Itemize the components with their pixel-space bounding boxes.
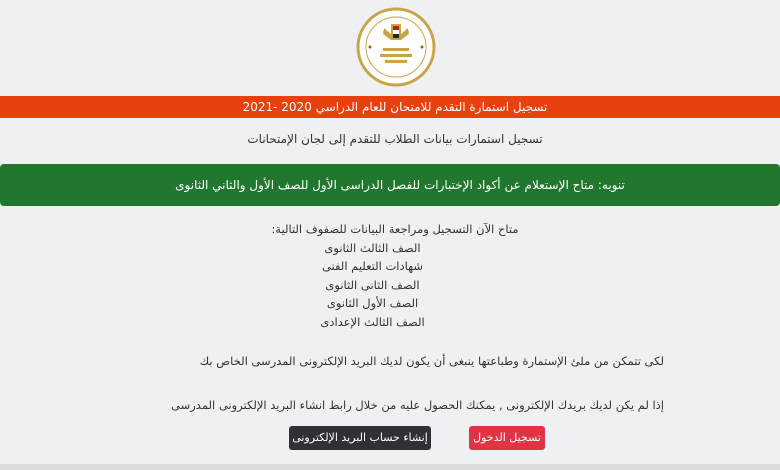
- email-requirement-note: لكى تتمكن من ملئ الإستمارة وطباعتها ينبغى أن يكون لديك البريد الإلكترونى المدرسى الخاص بك: [199, 354, 664, 368]
- page-subtitle: [0, 132, 780, 146]
- create-email-account-button[interactable]: إنشاء حساب البريد الإلكترونى: [289, 426, 431, 450]
- ministry-logo: [356, 4, 436, 90]
- notice-banner: [0, 164, 780, 206]
- available-grades-list: [0, 220, 780, 331]
- notice-text: تنويه: متاح الإستعلام عن أكواد الإختبارات للفصل الدراسى الأول للصف الأول والثاني الثانوى: [175, 178, 625, 192]
- grade-item: الصف الثالث الإعدادى: [320, 314, 425, 329]
- page-subtitle-text: تسجيل استمارات بيانات الطلاب للتقدم إلى لجان الإمتحانات: [247, 132, 543, 146]
- exam-registration-banner: [0, 96, 780, 118]
- footer-divider: [0, 464, 780, 470]
- grade-item: شهادات التعليم الفنى: [321, 259, 424, 273]
- grade-item: الصف الثانى الثانوى: [325, 277, 420, 292]
- login-button[interactable]: تسجيل الدخول: [469, 426, 545, 450]
- exam-registration-title: تسجيل استمارة التقدم للامتحان للعام الدراسي 2020 -2021: [242, 100, 548, 114]
- ministry-seal-icon: [356, 4, 436, 90]
- grades-header: متاح الآن التسجيل ومراجعة البيانات للصفوف التالية:: [271, 222, 519, 236]
- email-creation-note: إذا لم يكن لديك بريدك الإلكترونى , يمكنك الحصول عليه من خلال رابط انشاء البريد الإلكترونى المدرسى: [171, 398, 664, 412]
- grade-item: الصف الثالث الثانوى: [324, 240, 421, 255]
- grade-item: الصف الأول الثانوى: [326, 296, 419, 310]
